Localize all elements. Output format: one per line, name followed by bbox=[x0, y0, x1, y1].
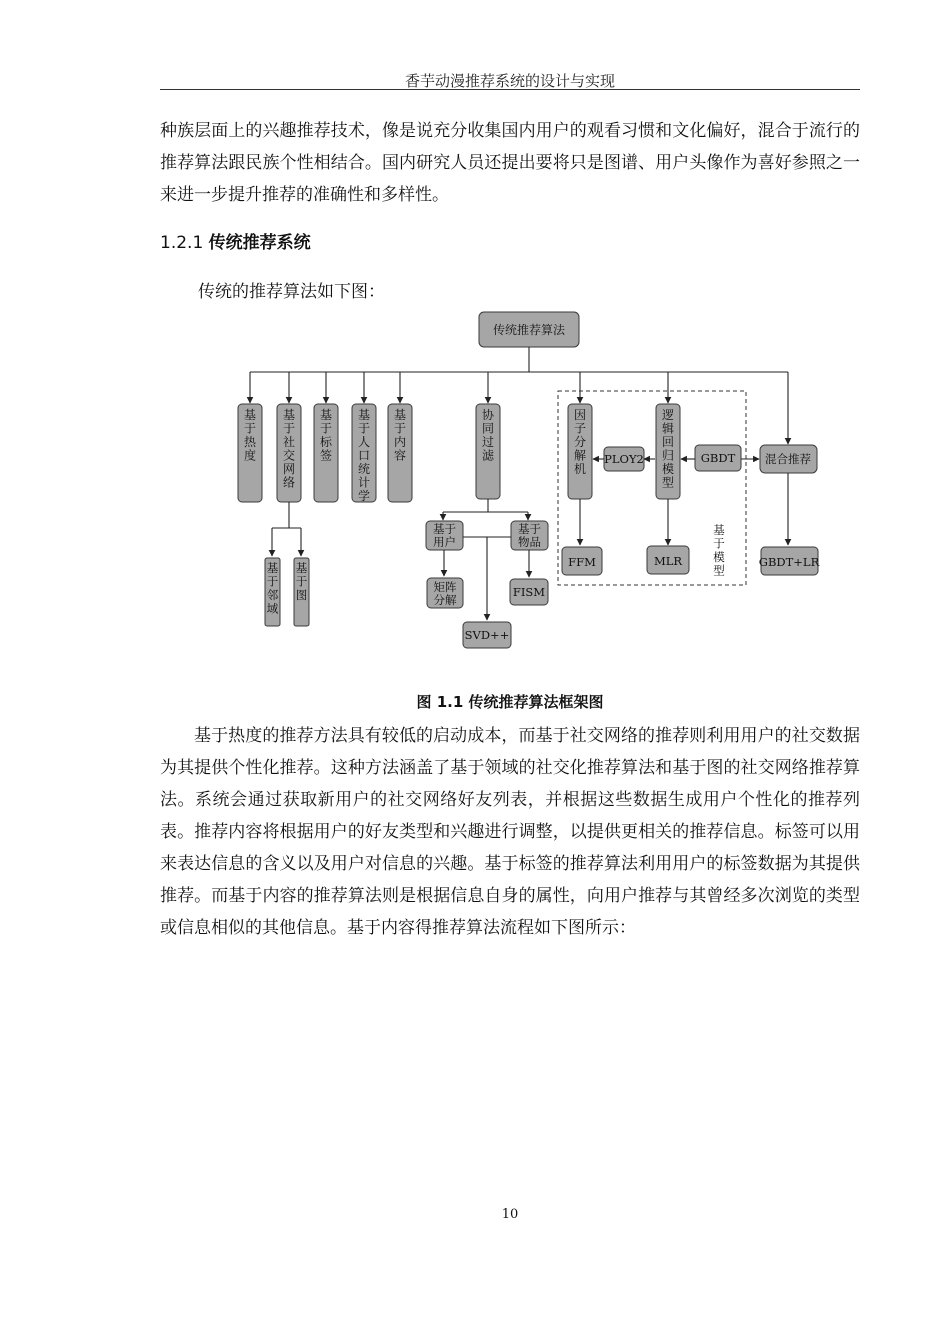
node-demographic-label: 基于人口统计学 bbox=[357, 408, 371, 503]
node-fm-label: 因子分解机 bbox=[573, 408, 587, 476]
page-number: 10 bbox=[501, 1207, 519, 1222]
node-social-label: 基于社交网络 bbox=[282, 408, 296, 490]
node-graph-label: 基于图 bbox=[295, 561, 308, 602]
node-ploy2-label: PLOY2 bbox=[604, 452, 644, 466]
section-title: 传统推荐系统 bbox=[208, 233, 311, 253]
node-cf-label: 协同过滤 bbox=[481, 408, 495, 463]
section-number: 1.2.1 bbox=[160, 233, 204, 253]
node-root-label: 传统推荐算法 bbox=[492, 323, 566, 337]
model-group-label: 基于模型 bbox=[713, 523, 725, 578]
diagram-intro: 传统的推荐算法如下图： bbox=[198, 282, 385, 302]
node-tag-label: 基于标签 bbox=[319, 408, 333, 463]
node-neighbor-label: 基于邻域 bbox=[266, 561, 279, 616]
node-gbdt-lr-label: GBDT+LR bbox=[758, 555, 820, 569]
node-mlr-label: MLR bbox=[653, 554, 683, 568]
node-fism-label: FISM bbox=[512, 585, 546, 599]
node-mf-label: 矩阵分解 bbox=[433, 580, 457, 607]
running-header: 香芋动漫推荐系统的设计与实现 bbox=[404, 72, 615, 90]
node-gbdt-label: GBDT bbox=[700, 451, 736, 465]
node-hybrid-label: 混合推荐 bbox=[765, 452, 811, 466]
node-hot-label: 基于热度 bbox=[243, 408, 257, 463]
figure-caption: 图 1.1 传统推荐算法框架图 bbox=[416, 693, 604, 711]
node-item-based-label: 基于物品 bbox=[518, 522, 541, 549]
node-content-label: 基于内容 bbox=[393, 408, 407, 463]
node-ffm-label: FFM bbox=[568, 555, 596, 569]
node-svdpp-label: SVD++ bbox=[464, 628, 510, 642]
node-lr-label: 逻辑回归模型 bbox=[661, 408, 675, 490]
intro-paragraph: 种族层面上的兴趣推荐技术，像是说充分收集国内用户的观看习惯和文化偏好，混合于流行的推荐算法跟民族个性相结合。国内研究人员还提出要将只是图谱、用户头像作为喜好参照之一来进一步提升推荐的准确性和多样性。 bbox=[160, 121, 860, 205]
body-paragraph: 基于热度的推荐方法具有较低的启动成本，而基于社交网络的推荐则利用用户的社交数据为其提供个性化推荐。这种方法涵盖了基于领域的社交化推荐算法和基于图的社交网络推荐算法。系统会通过获取新用户的社交网络好友列表，并根据这些数据生成用户个性化的推荐列表。推荐内容将根据用户的好友类型和兴趣进行调整，以提供更相关的推荐信息。标签可以用来表达信息的含义以及用户对信息的兴趣。基于标签的推荐算法利用用户的标签数据为其提供推荐。而基于内容的推荐算法则是根据信息自身的属性，向用户推荐与其曾经多次浏览的类型或信息相似的其他信息。基于内容得推荐算法流程如下图所示： bbox=[160, 726, 860, 938]
node-user-based-label: 基于用户 bbox=[433, 522, 456, 549]
